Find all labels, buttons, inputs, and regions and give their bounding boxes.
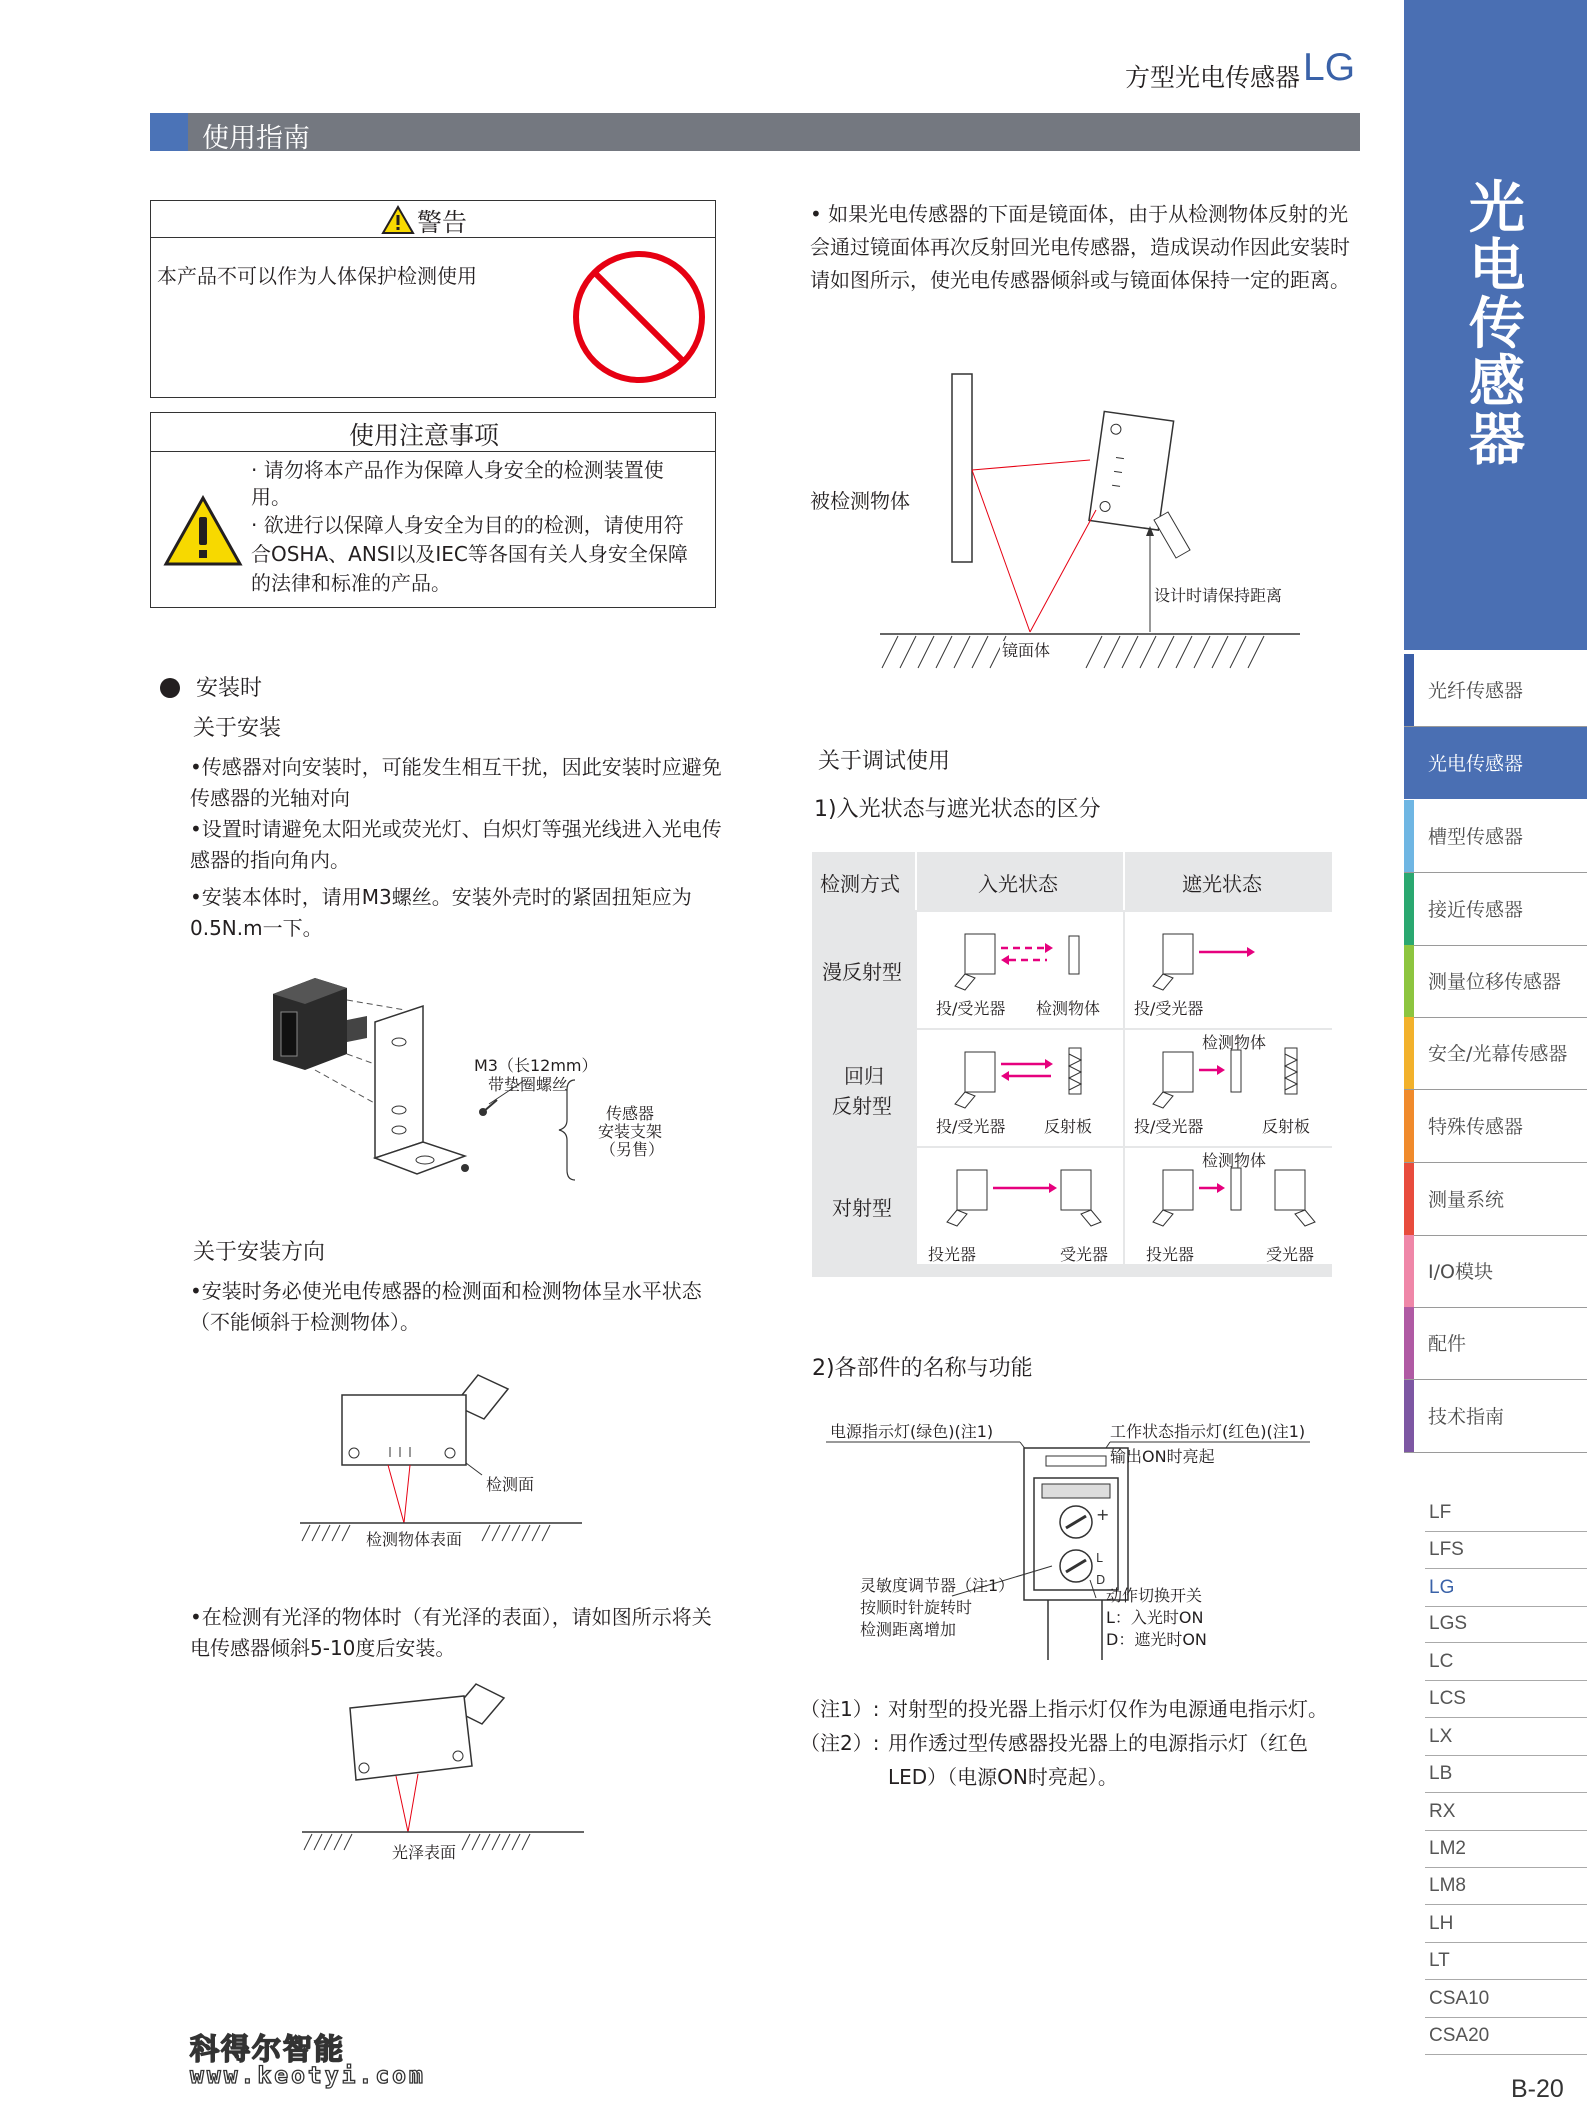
adjust-sub2: 2)各部件的名称与功能	[812, 1356, 1033, 1381]
sidebar-big-title: 光电传感器	[1469, 176, 1525, 473]
watermark-logo: 科得尔智能	[190, 2032, 346, 2066]
caution-title: 使用注意事项	[349, 421, 500, 450]
warning-triangle-icon	[381, 205, 415, 235]
thru-out-label-1: 投光器	[1146, 1245, 1195, 1264]
caution-triangle-icon	[163, 495, 243, 567]
model-lm8[interactable]: LM8	[1425, 1867, 1587, 1905]
install-bullet-2: •设置时请避免太阳光或荧光灯、白炽灯等强光线进入光电传感器的指向角内。	[190, 817, 722, 872]
status-led-label: 工作状态指示灯(红色)(注1)	[1110, 1422, 1306, 1441]
sidebar-cat-proximity[interactable]: 接近传感器	[1404, 873, 1587, 946]
mirror-text: • 如果光电传感器的下面是镜面体，由于从检测物体反射的光会通过镜面体再次反射回光电传感器，造成误动作因此安装时请如图所示，使光电传感器倾斜或与镜面体保持一定的距离。	[810, 202, 1350, 292]
svg-text:+: +	[1096, 1505, 1110, 1524]
install-bullet-4: •安装时务必使光电传感器的检测面和检测物体呈水平状态（不能倾斜于检测物体）。	[190, 1279, 702, 1334]
sens-label: 灵敏度调节器（注1）	[860, 1576, 1015, 1595]
sidebar-cat-fiber[interactable]: 光纤传感器	[1404, 654, 1587, 727]
sidebar-cat-measure-system[interactable]: 测量系统	[1404, 1163, 1587, 1236]
svg-text:D: D	[1096, 1573, 1106, 1587]
sidebar-cat-guide[interactable]: 技术指南	[1404, 1380, 1587, 1453]
install-sub2: 关于安装方向	[193, 1240, 326, 1265]
row-retro-mode-a: 回归	[844, 1064, 884, 1088]
row-thru-mode: 对射型	[832, 1196, 892, 1220]
diffuse-out-label-1: 投/受光器	[1134, 999, 1204, 1018]
model-lf[interactable]: LF	[1425, 1494, 1587, 1532]
install-bullet-5: •在检测有光泽的物体时（有光泽的表面），请如图所示将关电传感器倾斜5-10度后安装。	[190, 1605, 712, 1660]
switch-d-label: D：遮光时ON	[1106, 1630, 1207, 1649]
model-lb[interactable]: LB	[1425, 1755, 1587, 1793]
retro-in-label-2: 反射板	[1044, 1117, 1093, 1136]
install-bullet-1: •传感器对向安装时，可能发生相互干扰，因此安装时应避免传感器的光轴对向	[190, 755, 722, 810]
model-lc[interactable]: LC	[1425, 1643, 1587, 1681]
sidebar-cat-special[interactable]: 特殊传感器	[1404, 1090, 1587, 1163]
table-header-mode: 检测方式	[820, 872, 900, 896]
model-lgs[interactable]: LGS	[1425, 1605, 1587, 1643]
retro-out-label-1: 投/受光器	[1134, 1117, 1204, 1136]
sens-label-2: 按顺时针旋转时	[860, 1598, 973, 1617]
diffuse-in-label-1: 投/受光器	[936, 999, 1006, 1018]
note-1-tag: （注1）:	[800, 1697, 880, 1721]
model-lm2[interactable]: LM2	[1425, 1830, 1587, 1868]
bracket-label-1: 传感器	[606, 1104, 655, 1123]
note-2-text: 用作透过型传感器投光器上的电源指示灯（红色	[888, 1731, 1308, 1755]
note-1-text: 对射型的投光器上指示灯仅作为电源通电指示灯。	[888, 1697, 1328, 1721]
diffuse-in-label-2: 检测物体	[1036, 999, 1101, 1018]
glossy-surface-label: 光泽表面	[392, 1843, 457, 1862]
header-title: 方型光电传感器	[1125, 63, 1301, 92]
row-diffuse-mode: 漫反射型	[822, 960, 902, 984]
model-csa20[interactable]: CSA20	[1425, 2017, 1587, 2055]
sens-label-3: 检测距离增加	[860, 1620, 957, 1639]
table-header-in: 入光状态	[978, 872, 1058, 896]
bullet-dot	[160, 678, 180, 698]
adjust-sub1: 1)入光状态与遮光状态的区分	[814, 797, 1101, 822]
header-model-code: LG	[1303, 46, 1356, 89]
bracket-label-3: （另售）	[600, 1140, 665, 1159]
caution-item-1: · 请勿将本产品作为保障人身安全的检测装置使用。	[251, 458, 664, 509]
adjust-heading: 关于调试使用	[818, 749, 951, 774]
sidebar-cat-photoelectric[interactable]: 光电传感器	[1404, 727, 1587, 799]
warning-text: 本产品不可以作为人体保护检测使用	[157, 264, 477, 288]
warning-title: 警告	[417, 208, 468, 237]
mirror-figure	[860, 370, 1310, 680]
caution-box	[150, 412, 716, 608]
mirror-distance-label: 设计时请保持距离	[1154, 586, 1283, 605]
detect-surface-label: 检测物体表面	[366, 1530, 463, 1549]
model-csa10[interactable]: CSA10	[1425, 1980, 1587, 2018]
retro-out-label-2: 反射板	[1262, 1117, 1311, 1136]
mirror-object-label: 被检测物体	[810, 489, 910, 513]
section-bar	[150, 113, 1360, 154]
retro-in-label-1: 投/受光器	[936, 1117, 1006, 1136]
switch-l-label: L：入光时ON	[1106, 1608, 1204, 1627]
note-3-text: LED）（电源ON时亮起）。	[888, 1765, 1118, 1789]
table-header-out: 遮光状态	[1182, 872, 1262, 896]
retro-in-graphic	[917, 1030, 1123, 1120]
install-sub1: 关于安装	[193, 716, 282, 741]
screw-label-2: 带垫圈螺丝	[488, 1075, 569, 1094]
prohibition-icon	[569, 247, 709, 387]
sidebar-cat-displacement[interactable]: 测量位移传感器	[1404, 945, 1587, 1018]
sidebar-cat-slot[interactable]: 槽型传感器	[1404, 800, 1587, 873]
model-lt[interactable]: LT	[1425, 1942, 1587, 1980]
sidebar-cat-io[interactable]: I/O模块	[1404, 1235, 1587, 1308]
page-number: B-20	[1511, 2075, 1564, 2103]
note-2-tag: （注2）:	[800, 1731, 880, 1755]
install-direction-figure	[290, 1355, 610, 1555]
screw-label: M3（长12mm）	[474, 1056, 598, 1075]
sidebar-cat-accessory[interactable]: 配件	[1404, 1307, 1587, 1380]
caution-item-2: · 欲进行以保障人身安全为目的的检测，请使用符合OSHA、ANSI以及IEC等各国有关人身安全保障的法律和标准的产品。	[251, 513, 688, 595]
status-led-label-2: 输出ON时亮起	[1110, 1447, 1215, 1466]
thru-out-top: 检测物体	[1202, 1151, 1267, 1170]
mirror-mirror-label: 镜面体	[1002, 641, 1051, 660]
bracket-label-2: 安装支架	[598, 1122, 663, 1141]
row-retro-mode-b: 反射型	[832, 1094, 892, 1118]
model-lx[interactable]: LX	[1425, 1718, 1587, 1756]
model-lg[interactable]: LG	[1425, 1569, 1587, 1607]
power-led-label: 电源指示灯(绿色)(注1)	[830, 1422, 994, 1441]
section-bar-accent	[150, 113, 188, 151]
install-heading: 安装时	[196, 676, 263, 701]
state-table	[812, 852, 1332, 1277]
install-bullet-3: •安装本体时，请用M3螺丝。安装外壳时的紧固扭矩应为0.5N.m一下。	[190, 885, 692, 940]
model-lfs[interactable]: LFS	[1425, 1531, 1587, 1569]
model-lh[interactable]: LH	[1425, 1905, 1587, 1943]
detect-face-label: 检测面	[486, 1475, 535, 1494]
diffuse-out-graphic	[1125, 912, 1332, 1002]
thru-in-label-2: 受光器	[1060, 1245, 1109, 1264]
warning-box	[150, 200, 716, 398]
thru-in-graphic	[917, 1148, 1123, 1238]
switch-label: 动作切换开关	[1106, 1586, 1203, 1605]
thru-in-label-1: 投光器	[928, 1245, 977, 1264]
diffuse-in-graphic	[917, 912, 1123, 1002]
sidebar-cat-safety[interactable]: 安全/光幕传感器	[1404, 1017, 1587, 1090]
section-title: 使用指南	[202, 123, 310, 154]
watermark-url: www.keotyi.com	[190, 2063, 426, 2089]
thru-out-label-2: 受光器	[1266, 1245, 1315, 1264]
retro-out-top: 检测物体	[1202, 1033, 1267, 1052]
svg-text:L: L	[1096, 1551, 1103, 1565]
model-rx[interactable]: RX	[1425, 1793, 1587, 1831]
model-lcs[interactable]: LCS	[1425, 1680, 1587, 1718]
